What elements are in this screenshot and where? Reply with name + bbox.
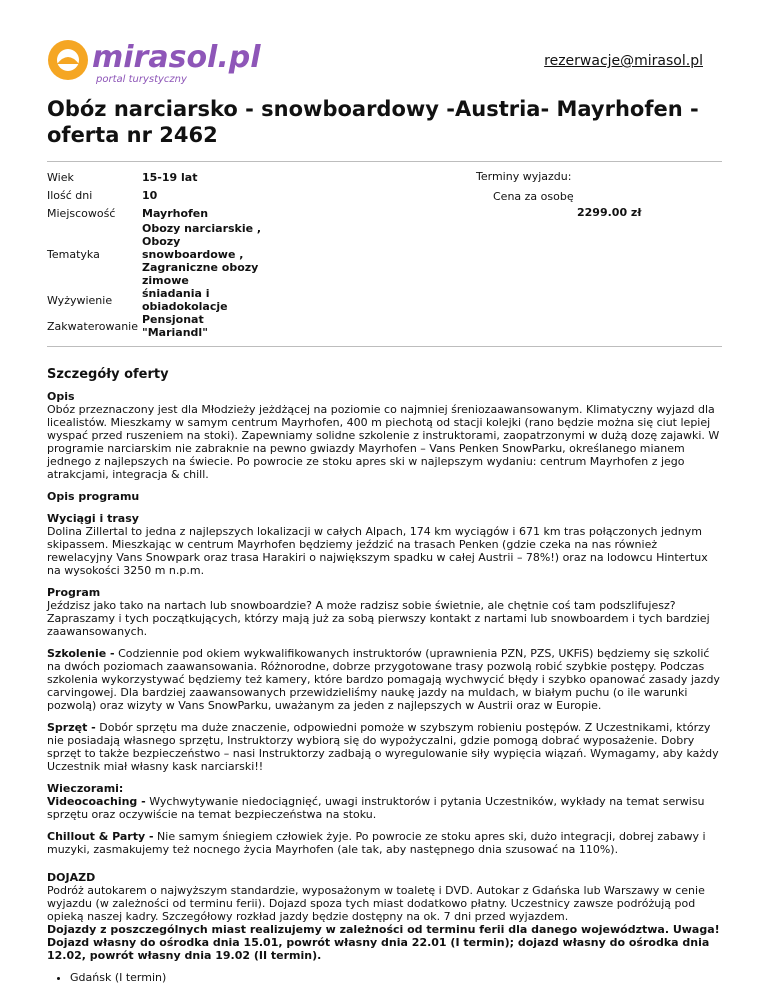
text-chill: Nie samym śniegiem człowiek żyje. Po powrocie ze stoku apres ski, dużo integracji, dobrej zabawy i muzyki, zasmakujemy też nocnego życia Mayrhofen (ale tak, aby następnego dnia szusować na 110%). bbox=[47, 830, 706, 856]
text-wyciagi: Dolina Zillertal to jedna z najlepszych lokalizacji w całych Alpach, 174 km wyciągów i 671 km tras połączonych jednym skipassem. Mieszkając w centrum Mayrhofen będziemy jeździć na trasach Penken (gdzie czeka na nas również rewelacyjny Vans Snowpark oraz trasa Harakiri o największym spadku w całej Austrii – 78%!) oraz na lodowcu Hintertux na wysokości 3250 m n.p.m. bbox=[47, 525, 708, 577]
divider bbox=[47, 346, 722, 347]
offer-meta bbox=[47, 168, 262, 339]
meta-value: śniadania i obiadokolacje bbox=[142, 287, 228, 313]
heading-szkolenie: Szkolenie - bbox=[47, 647, 115, 660]
offer-details bbox=[47, 390, 723, 984]
meta-label: Wyżywienie bbox=[47, 293, 113, 307]
meta-label: Wiek bbox=[47, 170, 74, 184]
meta-value: 10 bbox=[142, 188, 158, 202]
text-sprzet: Dobór sprzętu ma duże znaczenie, odpowiedni pomoże w szybszym robieniu postępów. Z Uczestnikami, którzy nie posiadają własnego sprzętu, Instruktorzy wybiorą się do wypożyczalni, gdzie pomogą dobrać wyposażenie. Dobry sprzęt to także bezpieczeństwo – nasi Instruktorzy zadbają o wyregulowanie siły wypięcia wiązań. Wymagamy, aby każdy Uczestnik miał własny kask narciarski!! bbox=[47, 721, 719, 773]
sun-logo-icon bbox=[48, 40, 88, 80]
text-prog: Jeździsz jako tako na nartach lub snowboardzie? A może radzisz sobie świetnie, ale chętnie coś tam podszlifujesz? Zapraszamy i tych początkujących, którzy mają już za sobą pierwszy kontakt z nartami lub snowboardem i tych bardziej zaawansowanych. bbox=[47, 599, 710, 638]
text-opis: Obóz przeznaczony jest dla Młodzieży jeżdżącej na poziomie co najmniej śreniozaawansowanym. Klimatyczny wyjazd dla licealistów. Mieszkamy w samym centrum Mayrhofen, 400 m piechotą od stacji kolejki (rano będzie można się ciut lepiej wyspać przed ruszeniem na stoki). Zapewniamy solidne szkolenie z instruktorami, zaopatrzonymi w dużą dozę zajawki. W programie narciarskim nie zabraknie na pewno gwiazdy Mayrhofen – Vans Penken SnowParku, określanego mianem jednego z najlepszych na świecie. Po powrocie ze stoku apres ski w najlepszym wydaniu: centrum Mayrhofen z jego atrakcjami, integracja & chill. bbox=[47, 403, 720, 481]
page-title: Obóz narciarsko - snowboardowy -Austria- Mayrhofen - oferta nr 2462 bbox=[47, 97, 699, 147]
logo-text: mirasol.pl bbox=[92, 40, 261, 75]
heading-sprzet: Sprzęt - bbox=[47, 721, 96, 734]
meta-value: Pensjonat "Mariandl" bbox=[142, 313, 208, 339]
meta-value: Obozy narciarskie , Obozy snowboardowe , Zagraniczne obozy zimowe bbox=[142, 222, 262, 287]
email-link[interactable]: rezerwacje@mirasol.pl bbox=[544, 53, 703, 69]
departure-list bbox=[47, 971, 723, 984]
mirasol-logo[interactable] bbox=[44, 34, 284, 86]
heading-program: Opis programu bbox=[47, 490, 140, 503]
logo-tagline: portal turystyczny bbox=[96, 74, 187, 85]
divider bbox=[47, 161, 722, 162]
heading-opis: Opis bbox=[47, 390, 75, 403]
list-item: • Gdańsk (I termin) bbox=[70, 971, 723, 984]
price-value: 2299.00 zł bbox=[577, 206, 642, 219]
terms-label: Terminy wyjazdu: bbox=[476, 170, 572, 183]
meta-value: 15-19 lat bbox=[142, 170, 198, 184]
meta-label: Miejscowość bbox=[47, 206, 116, 220]
meta-value: Mayrhofen bbox=[142, 206, 209, 220]
heading-prog: Program bbox=[47, 586, 101, 599]
text-video: Wychwytywanie niedociągnięć, uwagi instruktorów i pytania Uczestników, wykłady na temat serwisu sprzętu oraz oczywiście na temat bezpieczeństwa na stoku. bbox=[47, 795, 705, 821]
text-szkolenie: Codziennie pod okiem wykwalifikowanych instruktorów (uprawnienia PZN, PZS, UKFiS) będziemy się szkolić na dwóch poziomach zaawansowania. Różnorodne, dobrze przygotowane trasy pozwolą robić szybkie postępy. Podczas szkolenia wykorzystywać będziemy też kamery, które bardzo pomagają wychwycić błędy i szybko opanować zasady jazdy carvingowej. Dla bardziej zaawansowanych przewidzieliśmy naukę jazdy na muldach, w białym puchu (o ile warunki pozwolą) oraz wizyty w Vans SnowParku, uważanym za jeden z najlepszych w Austrii oraz w Europie. bbox=[47, 647, 720, 712]
text-dojazd: Podróż autokarem o najwyższym standardzie, wyposażonym w toaletę i DVD. Autokar z Gdańska lub Warszawy w cenie wyjazdu (w zależności od terminu ferii). Dojazd spoza tych miast dodatkowo płatny. Uczestnicy zawsze podróżują pod opieką naszej kadry. Szczegółowy rozkład jazdy będzie dostępny na ok. 7 dni przed wyjazdem. bbox=[47, 884, 705, 923]
meta-label: Zakwaterowanie bbox=[47, 319, 139, 333]
meta-label: Tematyka bbox=[47, 248, 100, 261]
heading-wieczorami: Wieczorami: bbox=[47, 782, 124, 795]
section-title: Szczegóły oferty bbox=[47, 367, 169, 382]
heading-video: Videocoaching - bbox=[47, 795, 146, 808]
heading-dojazd: DOJAZD bbox=[47, 871, 96, 884]
text-dojazd-bold: Dojazdy z poszczególnych miast realizujemy w zależności od terminu ferii dla danego województwa. Uwaga! Dojazd własny do ośrodka dnia 15.01, powrót własny dnia 22.01 (I termin); dojazd własny do ośrodka dnia 12.02, powrót własny dnia 19.02 (II termin). bbox=[47, 923, 720, 962]
heading-wyciagi: Wyciągi i trasy bbox=[47, 512, 139, 525]
price-label: Cena za osobę bbox=[493, 190, 574, 203]
heading-chill: Chillout & Party - bbox=[47, 830, 154, 843]
meta-label: Ilość dni bbox=[47, 188, 93, 202]
